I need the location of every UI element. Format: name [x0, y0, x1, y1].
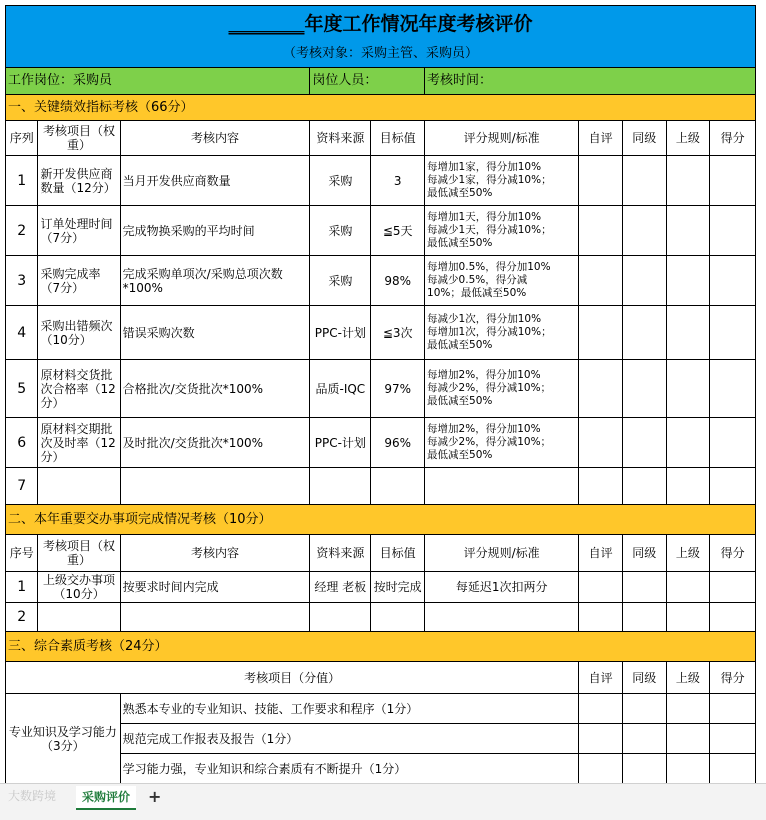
kpi-target[interactable]: 98%: [371, 256, 425, 306]
score-cell[interactable]: [710, 206, 756, 256]
header-cell: 评分规则/标准: [425, 121, 579, 156]
task-rule[interactable]: [425, 603, 579, 632]
score-cell[interactable]: [710, 256, 756, 306]
score-cell[interactable]: [622, 694, 666, 724]
score-cell[interactable]: [622, 418, 666, 468]
section3-title: 三、综合素质考核（24分）: [6, 632, 756, 662]
score-cell[interactable]: [710, 724, 756, 754]
task-content[interactable]: 按要求时间内完成: [120, 572, 310, 603]
kpi-content[interactable]: 完成物换采购的平均时间: [120, 206, 310, 256]
score-cell[interactable]: [579, 256, 623, 306]
kpi-rule[interactable]: 每增加2%，得分加10% 每减少2%，得分减10%； 最低减至50%: [425, 418, 579, 468]
header-cell: 考核项目（分值）: [6, 662, 579, 694]
header-cell: 自评: [579, 662, 623, 694]
score-cell[interactable]: [579, 754, 623, 784]
kpi-item[interactable]: [38, 468, 120, 505]
kpi-source[interactable]: 品质-IQC: [310, 360, 371, 418]
kpi-rule[interactable]: 每增加2%，得分加10% 每减少2%，得分减10%； 最低减至50%: [425, 360, 579, 418]
kpi-item[interactable]: 采购完成率（7分）: [38, 256, 120, 306]
kpi-rule[interactable]: 每增加1天，得分加10% 每减少1天，得分减10%； 最低减至50%: [425, 206, 579, 256]
task-item[interactable]: [38, 603, 120, 632]
kpi-target[interactable]: 97%: [371, 360, 425, 418]
score-cell[interactable]: [579, 418, 623, 468]
kpi-target[interactable]: ≦3次: [371, 306, 425, 360]
kpi-content[interactable]: [120, 468, 310, 505]
score-cell[interactable]: [579, 603, 623, 632]
kpi-item[interactable]: 订单处理时间（7分）: [38, 206, 120, 256]
score-cell[interactable]: [666, 360, 710, 418]
kpi-item[interactable]: 原材料交期批次及时率（12分）: [38, 418, 120, 468]
section1-title: 一、关键绩效指标考核（66分）: [6, 95, 756, 121]
score-cell[interactable]: [622, 206, 666, 256]
row-number: 3: [6, 256, 38, 306]
title-blank: ________: [228, 12, 305, 35]
header-cell: 评分规则/标准: [425, 535, 579, 572]
row-number: 1: [6, 156, 38, 206]
row-number: 5: [6, 360, 38, 418]
kpi-rule[interactable]: 每增加1家，得分加10% 每减少1家，得分减10%； 最低减至50%: [425, 156, 579, 206]
score-cell[interactable]: [579, 156, 623, 206]
score-cell[interactable]: [579, 206, 623, 256]
task-content[interactable]: [120, 603, 310, 632]
row-number: 4: [6, 306, 38, 360]
header-cell: 上级: [666, 662, 710, 694]
kpi-content[interactable]: 当月开发供应商数量: [120, 156, 310, 206]
header-cell: 考核项目（权重）: [38, 121, 120, 156]
kpi-content[interactable]: 合格批次/交货批次*100%: [120, 360, 310, 418]
quality-group: 专业知识及学习能力（3分）: [6, 694, 121, 784]
score-cell[interactable]: [579, 468, 623, 505]
score-cell[interactable]: [666, 418, 710, 468]
header-cell: 自评: [579, 535, 623, 572]
score-cell[interactable]: [622, 156, 666, 206]
header-cell: 序号: [6, 535, 38, 572]
score-cell[interactable]: [579, 360, 623, 418]
kpi-source[interactable]: 采购: [310, 206, 371, 256]
quality-item[interactable]: 熟悉本专业的专业知识、技能、工作要求和程序（1分）: [120, 694, 579, 724]
row-number: 2: [6, 206, 38, 256]
score-cell[interactable]: [710, 306, 756, 360]
score-cell[interactable]: [666, 724, 710, 754]
score-cell[interactable]: [622, 360, 666, 418]
header-cell: 自评: [579, 121, 623, 156]
task-item[interactable]: 上级交办事项（10分）: [38, 572, 120, 603]
section2-title: 二、本年重要交办事项完成情况考核（10分）: [6, 505, 756, 535]
header-cell: 得分: [710, 121, 756, 156]
score-cell[interactable]: [710, 754, 756, 784]
row-number: 7: [6, 468, 38, 505]
person-cell[interactable]: 岗位人员：: [310, 68, 425, 95]
score-cell[interactable]: [710, 156, 756, 206]
score-cell[interactable]: [666, 306, 710, 360]
header-cell: 上级: [666, 121, 710, 156]
score-cell[interactable]: [579, 694, 623, 724]
task-target[interactable]: [371, 603, 425, 632]
score-cell[interactable]: [622, 754, 666, 784]
score-cell[interactable]: [666, 572, 710, 603]
score-cell[interactable]: [710, 360, 756, 418]
kpi-source[interactable]: 采购: [310, 256, 371, 306]
header-cell: 资料来源: [310, 121, 371, 156]
sheet-tab-bar: [0, 783, 766, 820]
header-cell: 得分: [710, 535, 756, 572]
kpi-source[interactable]: [310, 468, 371, 505]
score-cell[interactable]: [579, 724, 623, 754]
kpi-item[interactable]: 新开发供应商数量（12分）: [38, 156, 120, 206]
header-cell: 同级: [622, 121, 666, 156]
appraisal-sheet: [5, 5, 756, 784]
score-cell[interactable]: [622, 256, 666, 306]
task-source[interactable]: [310, 603, 371, 632]
header-cell: 序列: [6, 121, 38, 156]
add-sheet-icon[interactable]: +: [148, 787, 162, 806]
kpi-content[interactable]: 及时批次/交货批次*100%: [120, 418, 310, 468]
quality-item[interactable]: 学习能力强，专业知识和综合素质有不断提升（1分）: [120, 754, 579, 784]
task-rule[interactable]: 每延迟1次扣两分: [425, 572, 579, 603]
score-cell[interactable]: [710, 418, 756, 468]
header-cell: 同级: [622, 535, 666, 572]
score-cell[interactable]: [666, 694, 710, 724]
kpi-rule[interactable]: [425, 468, 579, 505]
row-number: 2: [6, 603, 38, 632]
score-cell[interactable]: [666, 468, 710, 505]
score-cell[interactable]: [622, 306, 666, 360]
score-cell[interactable]: [579, 306, 623, 360]
page-title: [6, 6, 756, 42]
score-cell[interactable]: [622, 572, 666, 603]
header-cell: 资料来源: [310, 535, 371, 572]
header-cell: 上级: [666, 535, 710, 572]
header-cell: 目标值: [371, 535, 425, 572]
score-cell[interactable]: [710, 572, 756, 603]
header-cell: 考核内容: [120, 121, 310, 156]
score-cell[interactable]: [579, 572, 623, 603]
page-subtitle: （考核对象：采购主管、采购员）: [6, 42, 756, 68]
kpi-item[interactable]: 采购出错频次（10分）: [38, 306, 120, 360]
header-cell: 目标值: [371, 121, 425, 156]
kpi-content[interactable]: 错误采购次数: [120, 306, 310, 360]
kpi-source[interactable]: 采购: [310, 156, 371, 206]
task-source[interactable]: 经理 老板: [310, 572, 371, 603]
header-cell: 同级: [622, 662, 666, 694]
watermark: 大数跨境: [8, 789, 57, 803]
title-text: 年度工作情况年度考核评价: [304, 12, 533, 35]
quality-item[interactable]: 规范完成工作报表及报告（1分）: [120, 724, 579, 754]
score-cell[interactable]: [710, 468, 756, 505]
kpi-source[interactable]: PPC-计划: [310, 306, 371, 360]
kpi-source[interactable]: PPC-计划: [310, 418, 371, 468]
score-cell[interactable]: [666, 754, 710, 784]
score-cell[interactable]: [666, 256, 710, 306]
header-cell: 得分: [710, 662, 756, 694]
row-number: 1: [6, 572, 38, 603]
task-target[interactable]: 按时完成: [371, 572, 425, 603]
kpi-rule[interactable]: 每增加0.5%，得分加10% 每减少0.5%，得分减 10%；最低减至50%: [425, 256, 579, 306]
score-cell[interactable]: [622, 603, 666, 632]
kpi-target[interactable]: ≦5天: [371, 206, 425, 256]
sheet-tab[interactable]: 采购评价: [76, 786, 136, 810]
score-cell[interactable]: [666, 156, 710, 206]
header-cell: 考核内容: [120, 535, 310, 572]
score-cell[interactable]: [666, 603, 710, 632]
score-cell[interactable]: [710, 694, 756, 724]
score-cell[interactable]: [622, 724, 666, 754]
score-cell[interactable]: [666, 206, 710, 256]
position-cell[interactable]: 工作岗位：采购员: [6, 68, 310, 95]
kpi-content[interactable]: 完成采购单项次/采购总项次数*100%: [120, 256, 310, 306]
kpi-item[interactable]: 原材料交货批次合格率（12分）: [38, 360, 120, 418]
score-cell[interactable]: [622, 468, 666, 505]
header-cell: 考核项目（权重）: [38, 535, 120, 572]
row-number: 6: [6, 418, 38, 468]
score-cell[interactable]: [710, 603, 756, 632]
kpi-rule[interactable]: 每减少1次，得分加10% 每增加1次，得分减10%； 最低减至50%: [425, 306, 579, 360]
kpi-target[interactable]: 96%: [371, 418, 425, 468]
time-cell[interactable]: 考核时间：: [425, 68, 756, 95]
kpi-target[interactable]: 3: [371, 156, 425, 206]
kpi-target[interactable]: [371, 468, 425, 505]
